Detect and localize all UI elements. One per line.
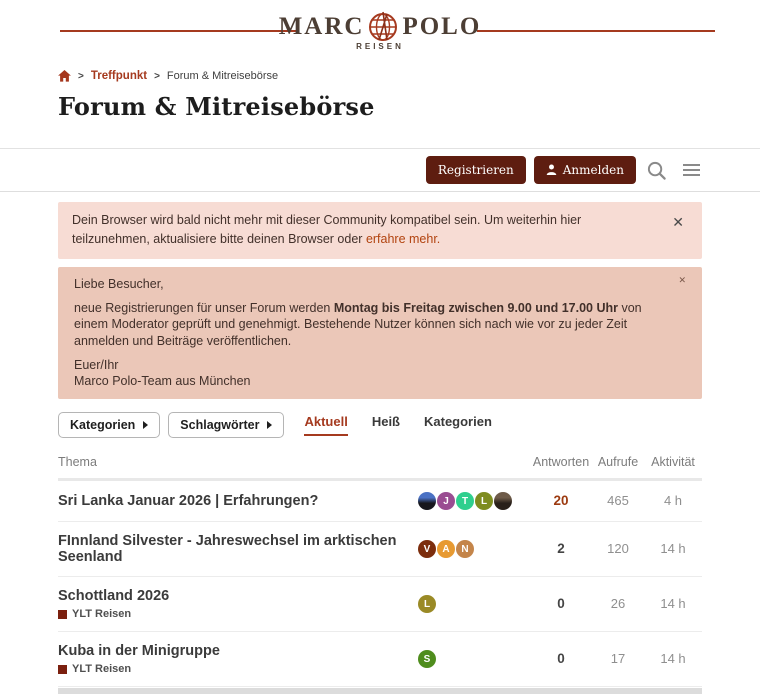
table-row [58,632,702,687]
header-topic: Thema [58,455,97,470]
topic-title[interactable]: Schottland 2026 [58,588,170,605]
visitor-notice-banner [58,267,702,400]
category-color-square [58,610,67,619]
user-avatar-photo[interactable] [494,492,512,510]
site-header [0,0,760,60]
topic-posters [418,595,530,613]
topic-table [58,451,702,694]
hamburger-icon [683,164,700,176]
hamburger-menu-button[interactable] [677,162,702,178]
views-count: 120 [607,541,629,557]
topic-category-badge[interactable] [58,608,418,620]
topic-list-tabs [304,414,491,438]
search-button[interactable] [644,158,669,183]
topic-category-badge[interactable] [58,663,418,675]
forum-toolbar [0,148,760,192]
topic-posters [418,540,530,558]
next-row-cutoff [58,688,702,694]
views-count: 17 [610,651,626,667]
table-row [58,577,702,632]
logo-subtitle: REISEN [356,42,404,51]
topic-posters [418,492,530,510]
user-avatar-letter[interactable]: S [418,650,436,668]
topic-title[interactable]: Sri Lanka Januar 2026 | Erfahrungen? [58,493,319,510]
breadcrumb-current: Forum & Mitreisebörse [166,70,279,82]
table-row [58,481,702,522]
replies-count: 2 [557,541,565,557]
views-count: 26 [610,596,626,612]
globe-compass-icon [366,10,400,44]
breadcrumb-separator: > [154,70,160,82]
caret-right-icon [267,421,272,429]
user-avatar-letter[interactable]: A [437,540,455,558]
notice-greeting: Liebe Besucher, [74,276,164,291]
user-icon [546,164,557,176]
notice-signoff-1: Euer/Ihr [74,357,119,372]
activity-time: 14 h [660,651,686,667]
header-replies[interactable]: Antworten [532,455,590,470]
category-color-square [58,665,67,674]
topic-title[interactable]: Kuba in der Minigruppe [58,643,220,660]
breadcrumb-treffpunkt[interactable]: Treffpunkt [90,70,148,82]
browser-warning-banner [58,202,702,259]
header-views[interactable]: Aufrufe [597,455,639,470]
user-avatar-letter[interactable]: N [456,540,474,558]
activity-time: 14 h [660,596,686,612]
close-icon[interactable]: ✕ [666,213,690,232]
tab-hot[interactable]: Heiß [371,414,400,430]
user-avatar-letter[interactable]: L [475,492,493,510]
categories-dropdown[interactable]: Kategorien [58,412,160,438]
category-label: YLT Reisen [72,663,132,676]
header-activity[interactable]: Aktivität [651,455,695,470]
replies-count: 0 [557,596,565,612]
replies-count: 20 [553,493,569,509]
filter-row [58,412,702,438]
user-avatar-letter[interactable]: V [418,540,436,558]
topic-title[interactable]: FInnland Silvester - Jahreswechsel im arktischen Seenland [58,533,397,566]
topic-table-header [58,451,702,481]
notice-signoff-2: Marco Polo-Team aus München [74,374,251,388]
login-button[interactable] [534,156,636,184]
views-count: 465 [607,493,629,509]
main-content [58,202,702,694]
register-button[interactable] [426,156,526,184]
activity-time: 14 h [660,541,686,557]
page-title: Forum & Mitreisebörse [58,92,375,121]
topic-posters [418,650,530,668]
replies-count: 0 [557,651,565,667]
logo-text-left: MARC [278,13,365,40]
category-label: YLT Reisen [72,608,132,621]
home-icon[interactable] [58,70,71,82]
learn-more-link[interactable]: erfahre mehr. [365,232,441,247]
notice-paragraph: neue Registrierungen für unser Forum werden Montag bis Freitag zwischen 9.00 und 17.00 Uhr von einem Moderator geprüft und genehmigt. Bestehende Nutzer können sich nach wie vor zu jeder Zeit anmelden und Beiträge veröffentlichen. [74,301,642,348]
tab-categories[interactable]: Kategorien [424,414,492,430]
caret-right-icon [143,421,148,429]
browser-warning-text: Dein Browser wird bald nicht mehr mit dieser Community kompatibel sein. Um weiterhin hier teilzunehmen, aktualisiere bitte deinen Browser oder [72,213,582,247]
breadcrumb-separator: > [78,70,84,82]
marco-polo-logo[interactable] [0,10,760,51]
search-icon [646,160,667,181]
close-icon[interactable]: ✕ [672,274,692,287]
activity-time: 4 h [663,493,683,509]
user-avatar-letter[interactable]: L [418,595,436,613]
tab-latest[interactable]: Aktuell [304,414,347,436]
logo-text-right: POLO [402,13,482,40]
user-avatar-photo[interactable] [418,492,436,510]
user-avatar-letter[interactable]: T [456,492,474,510]
tags-dropdown[interactable]: Schlagwörter [168,412,284,438]
register-button-label: Registrieren [437,163,514,177]
login-button-label: Anmelden [562,163,624,177]
table-row [58,522,702,577]
breadcrumb [58,68,760,84]
user-avatar-letter[interactable]: J [437,492,455,510]
